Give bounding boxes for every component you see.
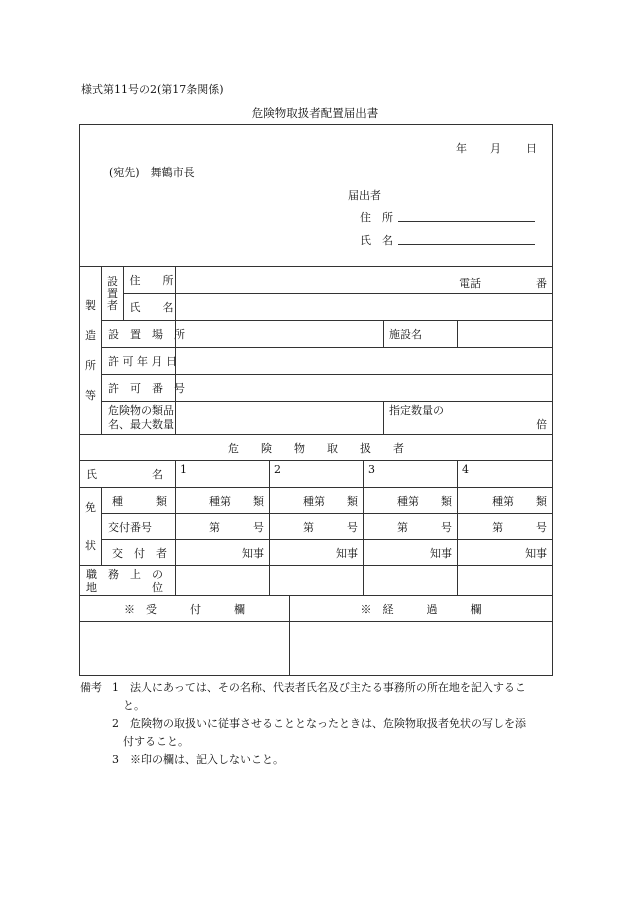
installer-name-label: 氏 名 bbox=[124, 294, 176, 321]
license-kind-row bbox=[80, 488, 553, 514]
license-number-label: 交付番号 bbox=[102, 514, 176, 540]
license-issuer-row bbox=[80, 540, 553, 566]
permit-date-row bbox=[80, 348, 553, 375]
handler-4-name[interactable]: 4 bbox=[458, 461, 553, 488]
handler-3-name[interactable]: 3 bbox=[364, 461, 458, 488]
note-item-1-cont: と。 bbox=[123, 699, 145, 712]
office-use-header-row bbox=[80, 596, 553, 622]
location-label: 設 置 場 所 bbox=[102, 321, 176, 348]
header-row bbox=[80, 125, 553, 267]
handler-3-license-number[interactable]: 第 号 bbox=[364, 514, 458, 540]
permit-number-label: 許 可 番 号 bbox=[102, 375, 176, 402]
handler-3-issuer[interactable]: 知事 bbox=[364, 540, 458, 566]
notes-list bbox=[112, 679, 552, 769]
hazard-material-label: 危険物の類品 名、最大数量 bbox=[102, 402, 176, 435]
handler-2-kind[interactable]: 種第 類 bbox=[270, 488, 364, 514]
designated-quantity-field[interactable]: 指定数量の 倍 bbox=[384, 402, 553, 435]
hazard-material-field[interactable] bbox=[176, 402, 384, 435]
handler-1-position[interactable] bbox=[176, 566, 270, 596]
handler-2-name[interactable]: 2 bbox=[270, 461, 364, 488]
date-month-label: 月 bbox=[490, 142, 501, 155]
handler-2-position[interactable] bbox=[270, 566, 364, 596]
progress-field bbox=[290, 622, 553, 676]
handler-name-row bbox=[80, 461, 553, 488]
installer-address-row bbox=[80, 267, 553, 294]
notification-form-table bbox=[79, 124, 553, 676]
note-item-1: 1 法人にあっては、その名称、代表者氏名及び主たる事務所の所在地を記入するこ bbox=[112, 681, 526, 694]
location-field[interactable] bbox=[176, 321, 384, 348]
notifier-address-line[interactable] bbox=[398, 221, 535, 222]
license-kind-label: 種 類 bbox=[102, 488, 176, 514]
handler-1-name[interactable]: 1 bbox=[176, 461, 270, 488]
form-title: 危険物取扱者配置届出書 bbox=[251, 106, 379, 120]
permit-number-field[interactable] bbox=[176, 375, 553, 402]
job-position-label: 職 務 上 の 地 位 bbox=[80, 566, 176, 596]
installer-name-field[interactable] bbox=[176, 294, 553, 321]
handler-3-position[interactable] bbox=[364, 566, 458, 596]
permit-number-row bbox=[80, 375, 553, 402]
permit-date-label: 許 可 年 月 日 bbox=[102, 348, 176, 375]
handler-2-license-number[interactable]: 第 号 bbox=[270, 514, 364, 540]
addressee: (宛先) 舞鶴市長 bbox=[109, 166, 195, 179]
handlers-section-title: 危 険 物 取 扱 者 bbox=[80, 435, 553, 461]
installer-label: 設 置 者 bbox=[102, 267, 124, 321]
handler-4-issuer[interactable]: 知事 bbox=[458, 540, 553, 566]
handler-1-license-number[interactable]: 第 号 bbox=[176, 514, 270, 540]
notifier-address-label: 住 所 bbox=[360, 211, 393, 224]
license-issuer-label: 交 付 者 bbox=[102, 540, 176, 566]
reception-field bbox=[80, 622, 290, 676]
form-number: 様式第11号の2(第17条関係) bbox=[81, 83, 224, 96]
notifier-name-line[interactable] bbox=[398, 244, 535, 245]
date-day-label: 日 bbox=[526, 142, 537, 155]
license-label: 免 状 bbox=[80, 488, 102, 566]
installer-name-row bbox=[80, 294, 553, 321]
license-number-row bbox=[80, 514, 553, 540]
handler-1-kind[interactable]: 種第 類 bbox=[176, 488, 270, 514]
note-item-2-cont: 付すること。 bbox=[123, 735, 189, 748]
notifier-label: 届出者 bbox=[348, 189, 381, 202]
handler-4-license-number[interactable]: 第 号 bbox=[458, 514, 553, 540]
notes-label: 備考 bbox=[80, 681, 102, 694]
handler-1-issuer[interactable]: 知事 bbox=[176, 540, 270, 566]
installer-address-field[interactable]: 電話 番 bbox=[176, 267, 553, 294]
facility-name-field[interactable] bbox=[458, 321, 553, 348]
reception-column-label: ※ 受 付 欄 bbox=[80, 596, 290, 622]
office-use-row bbox=[80, 622, 553, 676]
job-position-row bbox=[80, 566, 553, 596]
note-item-2: 2 危険物の取扱いに従事させることとなったときは、危険物取扱者免状の写しを添 bbox=[112, 717, 526, 730]
permit-date-field[interactable] bbox=[176, 348, 553, 375]
installer-address-label: 住 所 bbox=[124, 267, 176, 294]
handler-4-kind[interactable]: 種第 類 bbox=[458, 488, 553, 514]
notifier-name-label: 氏 名 bbox=[360, 234, 393, 247]
handler-2-issuer[interactable]: 知事 bbox=[270, 540, 364, 566]
hazard-material-row bbox=[80, 402, 553, 435]
location-row bbox=[80, 321, 553, 348]
facility-group-label: 製 造 所 等 bbox=[80, 267, 102, 435]
facility-name-label: 施設名 bbox=[384, 321, 458, 348]
handler-name-label: 氏 名 bbox=[80, 461, 176, 488]
handlers-section-header bbox=[80, 435, 553, 461]
note-item-3: 3 ※印の欄は、記入しないこと。 bbox=[112, 753, 284, 766]
handler-3-kind[interactable]: 種第 類 bbox=[364, 488, 458, 514]
date-year-label: 年 bbox=[456, 142, 467, 155]
progress-column-label: ※ 経 過 欄 bbox=[290, 596, 553, 622]
handler-4-position[interactable] bbox=[458, 566, 553, 596]
